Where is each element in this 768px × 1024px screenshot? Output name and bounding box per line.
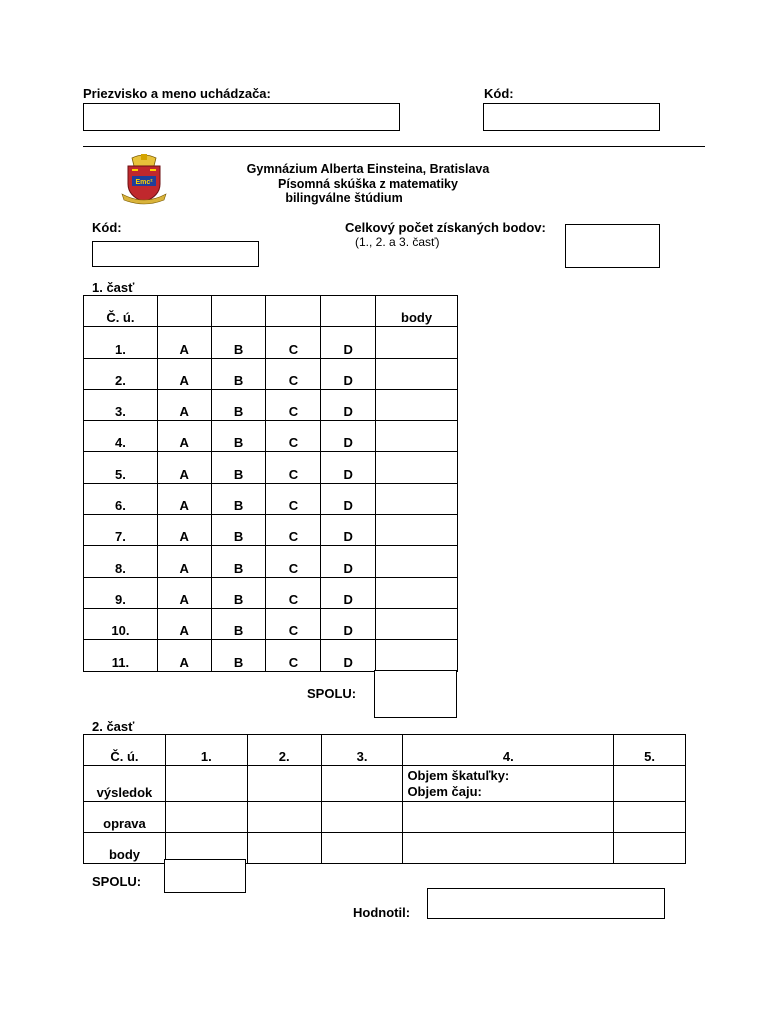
option-a[interactable]: A	[157, 483, 211, 514]
candidate-name-field[interactable]	[83, 103, 400, 131]
header-cell: 5.	[614, 735, 686, 766]
correction-cell[interactable]	[403, 802, 614, 833]
points-cell[interactable]	[247, 833, 321, 864]
logo-text: Emc²	[135, 179, 153, 186]
points-cell[interactable]	[376, 483, 458, 514]
top-code-label: Kód:	[484, 86, 514, 101]
option-a[interactable]: A	[157, 608, 211, 639]
option-b[interactable]: B	[211, 483, 266, 514]
option-b[interactable]: B	[211, 421, 266, 452]
option-a[interactable]: A	[157, 515, 211, 546]
answer-cell-volumes[interactable]	[403, 766, 614, 802]
part2-title: 2. časť	[92, 719, 135, 734]
points-cell[interactable]	[376, 358, 458, 389]
part1-sum-label: SPOLU:	[307, 686, 357, 701]
question-number: 5.	[84, 452, 158, 483]
option-c[interactable]: C	[266, 608, 321, 639]
part2-sum-label: SPOLU:	[92, 874, 142, 889]
part1-row	[84, 546, 458, 577]
question-number: 2.	[84, 358, 158, 389]
total-points-label: Celkový počet získaných bodov:	[345, 220, 546, 235]
answer-cell[interactable]	[165, 766, 247, 802]
part1-title: 1. časť	[92, 280, 135, 295]
option-b[interactable]: B	[211, 389, 266, 420]
total-points-field[interactable]	[565, 224, 660, 268]
part1-table	[83, 295, 458, 672]
part1-row	[84, 327, 458, 358]
points-cell[interactable]	[376, 640, 458, 671]
points-cell[interactable]	[376, 608, 458, 639]
header-cell: body	[376, 296, 458, 327]
question-number: 6.	[84, 483, 158, 514]
points-label: body	[84, 833, 166, 864]
question-number: 8.	[84, 546, 158, 577]
question-number: 3.	[84, 389, 158, 420]
option-c[interactable]: C	[266, 452, 321, 483]
exam-title: Písomná skúška z matematiky	[278, 177, 458, 191]
option-c[interactable]: C	[266, 577, 321, 608]
answer-cell[interactable]	[614, 766, 686, 802]
points-cell[interactable]	[376, 515, 458, 546]
option-d[interactable]: D	[321, 546, 376, 577]
points-cell[interactable]	[376, 389, 458, 420]
header-cell: 1.	[165, 735, 247, 766]
option-d[interactable]: D	[321, 640, 376, 671]
school-name: Gymnázium Alberta Einsteina, Bratislava	[246, 162, 490, 176]
top-code-field[interactable]	[483, 103, 660, 131]
option-d[interactable]: D	[321, 452, 376, 483]
part1-row	[84, 358, 458, 389]
option-d[interactable]: D	[321, 515, 376, 546]
part2-correction-row	[84, 802, 686, 833]
header-cell: 2.	[247, 735, 321, 766]
option-a[interactable]: A	[157, 421, 211, 452]
option-a[interactable]: A	[157, 640, 211, 671]
graded-by-label: Hodnotil:	[353, 905, 411, 920]
option-c[interactable]: C	[266, 483, 321, 514]
correction-label: oprava	[84, 802, 166, 833]
option-d[interactable]: D	[321, 483, 376, 514]
answer-cell[interactable]	[321, 766, 403, 802]
question-number: 7.	[84, 515, 158, 546]
option-c[interactable]: C	[266, 327, 321, 358]
points-cell[interactable]	[376, 421, 458, 452]
question-number: 10.	[84, 608, 158, 639]
correction-cell[interactable]	[247, 802, 321, 833]
part1-header-row	[84, 296, 458, 327]
option-a[interactable]: A	[157, 546, 211, 577]
part1-row	[84, 515, 458, 546]
option-b[interactable]: B	[211, 452, 266, 483]
points-cell[interactable]	[321, 833, 403, 864]
part1-row	[84, 421, 458, 452]
part1-row	[84, 608, 458, 639]
code-label: Kód:	[92, 220, 122, 235]
points-cell[interactable]	[614, 833, 686, 864]
code-field[interactable]	[92, 241, 259, 267]
part2-sum-field[interactable]	[164, 859, 246, 893]
option-b[interactable]: B	[211, 358, 266, 389]
option-a[interactable]: A	[157, 577, 211, 608]
option-b[interactable]: B	[211, 546, 266, 577]
total-points-note: (1., 2. a 3. časť)	[355, 235, 440, 249]
option-d[interactable]: D	[321, 389, 376, 420]
option-d[interactable]: D	[321, 327, 376, 358]
option-b[interactable]: B	[211, 577, 266, 608]
header-cell	[266, 296, 321, 327]
option-b[interactable]: B	[211, 608, 266, 639]
candidate-name-label: Priezvisko a meno uchádzača:	[83, 86, 271, 101]
correction-cell[interactable]	[321, 802, 403, 833]
question-number: 9.	[84, 577, 158, 608]
header-cell: 4.	[403, 735, 614, 766]
points-cell[interactable]	[376, 452, 458, 483]
tea-volume-label: Objem čaju:	[407, 784, 482, 799]
option-c[interactable]: C	[266, 546, 321, 577]
part2-table	[83, 734, 686, 864]
header-cell: Č. ú.	[84, 735, 166, 766]
header-cell	[157, 296, 211, 327]
part1-row	[84, 483, 458, 514]
points-cell[interactable]	[376, 546, 458, 577]
question-number: 4.	[84, 421, 158, 452]
points-cell[interactable]	[376, 577, 458, 608]
option-a[interactable]: A	[157, 327, 211, 358]
option-c[interactable]: C	[266, 389, 321, 420]
correction-cell[interactable]	[165, 802, 247, 833]
option-b[interactable]: B	[211, 515, 266, 546]
part1-row	[84, 640, 458, 671]
option-a[interactable]: A	[157, 389, 211, 420]
part2-result-row	[84, 766, 686, 802]
option-c[interactable]: C	[266, 358, 321, 389]
part1-row	[84, 577, 458, 608]
option-d[interactable]: D	[321, 577, 376, 608]
correction-cell[interactable]	[614, 802, 686, 833]
part1-sum-field[interactable]	[374, 670, 457, 718]
separator-line	[83, 146, 705, 147]
option-b[interactable]: B	[211, 640, 266, 671]
answer-cell[interactable]	[247, 766, 321, 802]
option-c[interactable]: C	[266, 640, 321, 671]
option-d[interactable]: D	[321, 608, 376, 639]
question-number: 11.	[84, 640, 158, 671]
option-b[interactable]: B	[211, 327, 266, 358]
option-d[interactable]: D	[321, 421, 376, 452]
study-type: bilingválne štúdium	[285, 191, 403, 205]
header-cell: 3.	[321, 735, 403, 766]
option-a[interactable]: A	[157, 452, 211, 483]
option-d[interactable]: D	[321, 358, 376, 389]
option-a[interactable]: A	[157, 358, 211, 389]
header-cell: Č. ú.	[84, 296, 158, 327]
option-c[interactable]: C	[266, 421, 321, 452]
box-volume-label: Objem škatuľky:	[407, 768, 510, 783]
question-number: 1.	[84, 327, 158, 358]
points-cell[interactable]	[376, 327, 458, 358]
header-cell	[211, 296, 266, 327]
graded-by-field[interactable]	[427, 888, 665, 919]
part1-row	[84, 389, 458, 420]
result-label: výsledok	[84, 766, 166, 802]
header-cell	[321, 296, 376, 327]
points-cell[interactable]	[403, 833, 614, 864]
part1-row	[84, 452, 458, 483]
option-c[interactable]: C	[266, 515, 321, 546]
part2-header-row	[84, 735, 686, 766]
